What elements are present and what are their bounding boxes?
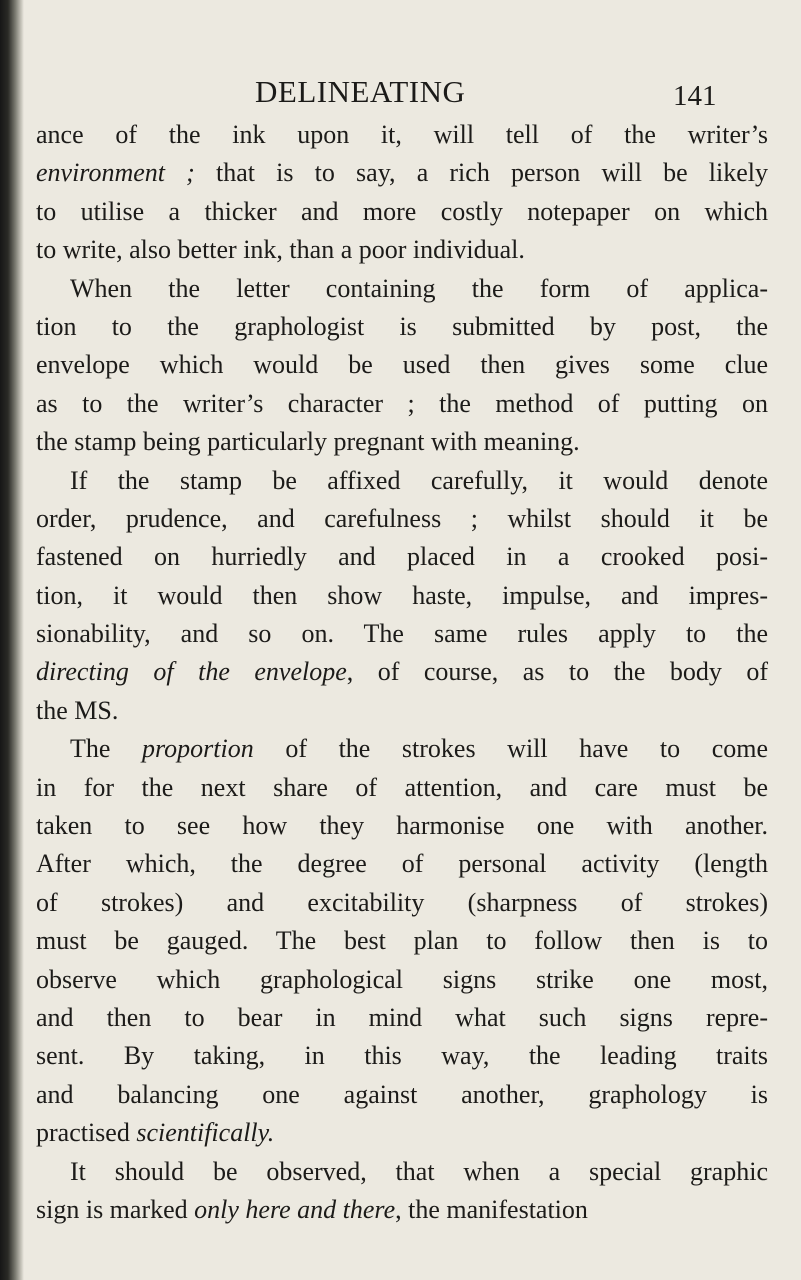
text-line: to utilise a thicker and more costly notepaper on which [36, 196, 768, 226]
text-line: sent. By taking, in this way, the leading traits [36, 1041, 768, 1071]
text-line: tion, it would then show haste, impulse, and impres- [36, 580, 768, 610]
text-line: the stamp being particularly pregnant with meaning. [36, 427, 580, 457]
text-line: envelope which would be used then gives some clue [36, 350, 768, 380]
page-number: 141 [673, 80, 717, 112]
italic-emphasis: environment ; [36, 158, 195, 188]
text-line: fastened on hurriedly and placed in a crooked posi- [36, 542, 768, 572]
text-line: to write, also better ink, than a poor individual. [36, 235, 525, 265]
running-head: DELINEATING [255, 74, 466, 109]
text-line: of strokes) and excitability (sharpness of strokes) [36, 887, 768, 917]
text-line: in for the next share of attention, and care must be [36, 772, 768, 802]
text-line: order, prudence, and carefulness ; whilst should it be [36, 503, 768, 533]
text-line: sionability, and so on. The same rules apply to the [36, 619, 768, 649]
text-line: After which, the degree of personal activity (length [36, 849, 768, 879]
text-line: practised scientifically. [36, 1118, 275, 1148]
body-text [36, 116, 768, 1229]
text-line: as to the writer’s character ; the method of putting on [36, 388, 768, 418]
text-line: The proportion of the strokes will have to come [70, 734, 768, 764]
text-line: the MS. [36, 695, 119, 725]
text-line: sign is marked only here and there, the manifestation [36, 1194, 588, 1224]
italic-emphasis: proportion [142, 734, 254, 764]
text-line: If the stamp be affixed carefully, it would denote [70, 465, 768, 495]
italic-emphasis: directing of the envelope [36, 657, 347, 687]
text-line: and balancing one against another, graphology is [36, 1079, 768, 1109]
text-line: It should be observed, that when a special graphic [70, 1156, 768, 1186]
italic-emphasis: only here and there [194, 1194, 396, 1224]
text-line: When the letter containing the form of applica- [70, 273, 768, 303]
text-line: tion to the graphologist is submitted by post, the [36, 311, 768, 341]
text-line: must be gauged. The best plan to follow then is to [36, 926, 768, 956]
text-line: and then to bear in mind what such signs repre- [36, 1002, 768, 1032]
text-line: ance of the ink upon it, will tell of the writer’s [36, 120, 768, 149]
text-line: directing of the envelope, of course, as to the body of [36, 657, 768, 687]
text-line: taken to see how they harmonise one with another. [36, 811, 768, 841]
text-line: observe which graphological signs strike one most, [36, 964, 768, 994]
italic-emphasis: scientifically. [136, 1118, 275, 1148]
text-line: environment ; that is to say, a rich person will be likely [36, 158, 769, 188]
book-spine-shadow [0, 0, 24, 1280]
